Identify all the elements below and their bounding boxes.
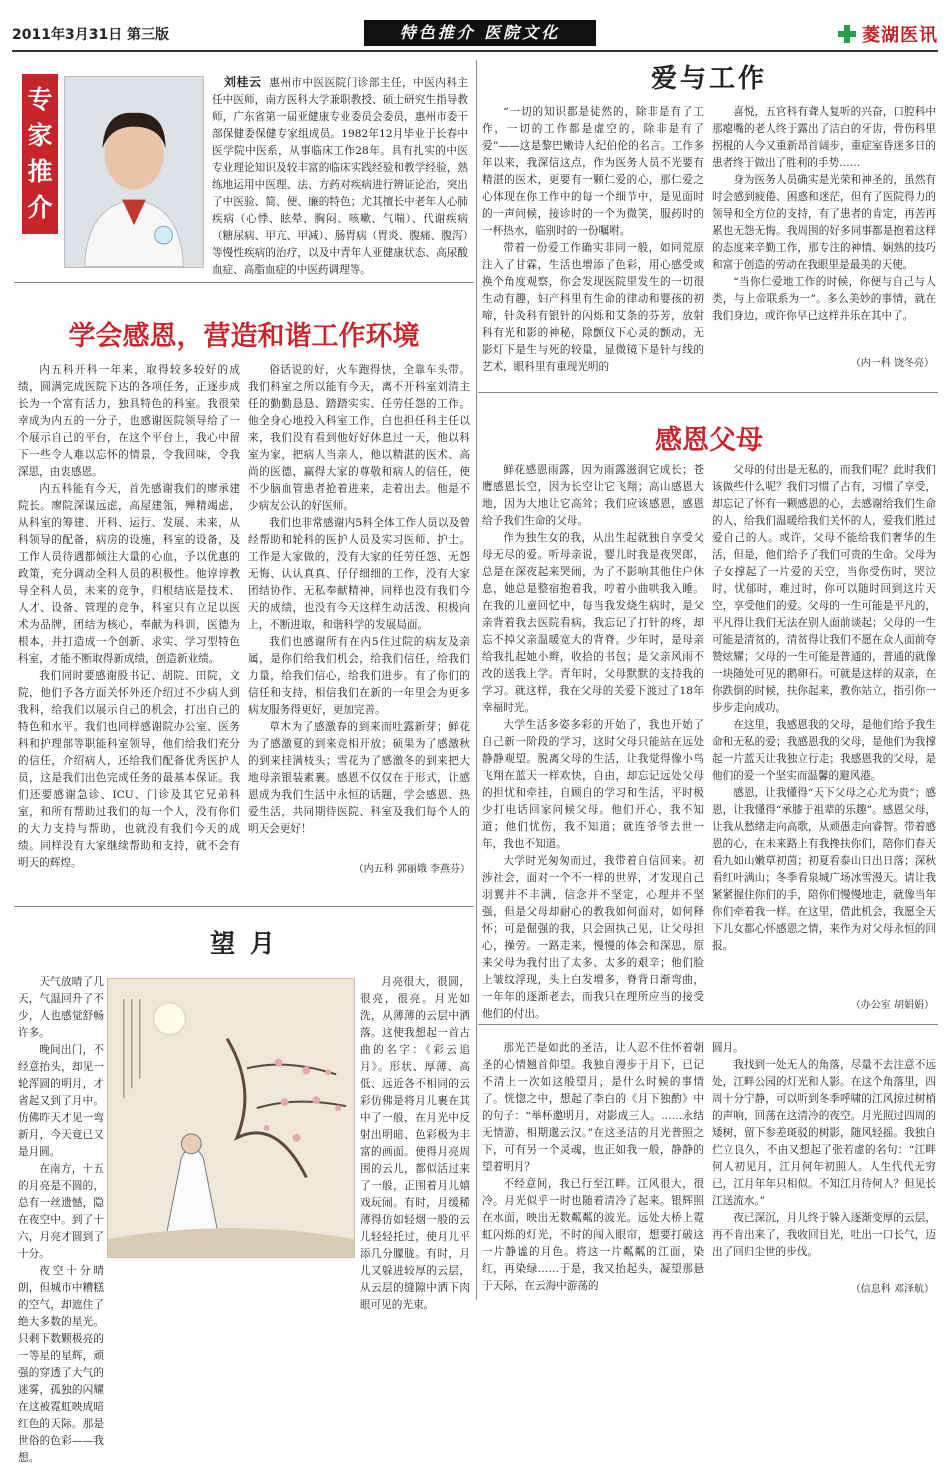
paragraph: 内五科开科一年来，取得较多较好的成绩，圆满完成医院下达的各项任务，正逐步成长为一个富有活力，独具特色的科室。我很荣幸成为内五的一分子，也感谢医院领导给了一个展示自己的平台，在这个平台上，我心中留下一些令人难以忘怀的情景，令我回味，令我深思，由衷感恩。	[18, 364, 240, 478]
article-body	[360, 974, 470, 1311]
paragraph: 夜空十分晴朗，但城市中糟糕的空气，却遮住了绝大多数的星光。只剩下数颗极亮的一等星的星辉，顽强的穿透了大气的迷雾，孤独的闪耀在这被霓虹映成暗红色的天际。那是世俗的色彩——我想。	[18, 1265, 104, 1464]
expert-bio-text: 惠州市中医医院门诊部主任，中医内科主任中医师，南方医科大学兼职教授、硕士研究生指导教师，广东省第一届亚健康专业委员会委员，惠州市委干部保健委保健专家组成员。1982年12月毕业于长春中医学院中医系，从事临床工作28年。具有扎实的中医专业理论知识及较丰富的临床实践经验和教学经验，熟练地运用中医理、法、方药对疾病进行辨证论治，突出了中医验、简、便、廉的特色；尤其擅长中老年人心肺疾病（心悸、眩晕、胸闷、咳嗽、气喘）、代谢疾病（糖尿病、甲亢、甲减）、肠胃病（胃炎、腹痛、腹泻）等慢性疾病的治疗，以及中青年人亚健康状态、高尿酸血症、高脂血症的中医药调理等。	[212, 77, 468, 276]
paragraph: 我们也非常感谢内5科全体工作人员以及曾经帮助和轮科的医护人员及实习医师、护士。工作是大家做的，没有大家的任劳任怨、无怨无悔、认认真真、仔仔细细的工作，没有大家团结协作、无私奉献精神，同样也没有我们今天的成绩，也没有今天这样生动活泼、积极向上，不断进取，和谐科学的发展局面。	[248, 517, 470, 631]
paragraph: 父母的付出是无私的，而我们呢？此时我们该做些什么呢？我们习惯了占有，习惯了享受，却忘记了怀有一颗感恩的心，去感谢给我们生命的人，给我们温暖给我们关怀的人，爱我们胜过爱自己的人。或许，父母不能给我们奢华的生活，但是，他们给予了我们可贵的生命。父母为子女撑起了一片爱的天空，当你受伤时，哭泣时，忧郁时，难过时，你可以随时回到这片天空，享受他们的爱。父母的一生可能是平凡的，平凡得让我们无法在别人面前谈起；父母的一生可能是清贫的，清贫得让我们不愿在众人面前夸赞炫耀；父母的一生可能是普通的，普通的就像一块随处可见的鹅卵石。可就是这样的双亲，在你跌倒的时候，扶你起来，教你站立，指引你一步步走向成功。	[712, 464, 936, 714]
article-title: 望 月	[210, 929, 278, 958]
expert-bio	[212, 74, 468, 280]
article-body	[712, 1040, 936, 1276]
paragraph: 我们也感谢所有在内5住过院的病友及亲属，是你们给我们机会，给我们信任，给我们力量，给我们信心，给我们进步。有了你们的信任和支持，相信我们在新的一年里会为更多病友服务得更好，更加完善。	[248, 636, 470, 716]
expert-name: 刘桂云	[224, 75, 262, 89]
paragraph: 圆月。	[712, 1042, 744, 1054]
paragraph: 在南方，十五的月亮是不圆的，总有一丝遗憾，隐在夜空中。到了十六，月亮才圆到了十分。	[18, 1163, 104, 1260]
paragraph: “当你仁爱地工作的时候，你便与自己与人类，与上帝联系为一”。多么美妙的事情，就在我们身边，或许你早已这样并乐在其中了。	[712, 276, 936, 322]
paragraph: “一切的知识都是徒然的，除非是有了工作，一切的工作都是虚空的，除非是有了爱”——这是黎巴嫩诗人纪伯伦的名言。工作多年以来，我深信这点，作为医务人员不光要有精湛的医术，更要有一颗仁爱的心，那仁爱之心体现在你工作中的每一个细节中，是见面时的一声问候，接诊时的一个为微笑，服药时的一杯热水，临别时的一份嘱咐。	[482, 106, 704, 237]
paragraph: 草木为了感激春的到来而吐露新芽；鲜花为了感激夏的到来竞相开放；硕果为了感激秋的到来挂满枝头；雪花为了感激冬的到来把大地母亲银装素裹。感恩不仅仅在于形式，让感恩成为我们生活中永恒的话题，学会感恩、热爱生活，共同期待医院、科室及我们每个人的明天会更好！	[248, 721, 470, 835]
paragraph: 那光芒是如此的圣洁，让人忍不住怀着朝圣的心情翘首仰望。我独自漫步于月下，已记不清上一次如这般望月，是什么时候的事情了。恍惚之中，想起了李白的《月下独酌》中的句子：“举杯邀明月，对影成三人。……永结无情游，相期邈云汉。”在这圣洁的月光普照之下，可有另一个灵魂，也正如我一般，静静的望着明月？	[482, 1042, 704, 1173]
article-body	[18, 974, 104, 1464]
paragraph: 身为医务人员确实是光荣和神圣的，虽然有时会感到疲倦、困惑和迷茫，但有了医院得力的领导和全方位的支持，有了患者的肯定，再苦再累也无怨无悔。我周围的好多同事都是抱着这样的态度来辛勤工作，那专注的神情、娴熟的技巧和富于创造的劳动在我眼里是最美的天使。	[712, 174, 936, 271]
article-body	[248, 362, 470, 852]
paragraph: 带着一份爱工作确实非同一般，如同荒原注入了甘霖，生活也增添了色彩，用心感受或换个角度观察，你会发现医院里发生的一切很生动有趣，妇产科里有生命的律动和婴孩的初啼，针灸科有银针的闪烁和艾条的芬芳，放射科有光和影的神秘，除颤仪下心灵的颤动，无影灯下是生与死的较量，显微镜下是针与线的艺术，眼科里有重现光明的	[482, 242, 704, 373]
author-signature: （内一科 饶冬亮）	[850, 358, 934, 369]
section-divider	[478, 1024, 938, 1025]
article-body	[482, 462, 704, 1018]
paragraph: 内五科能有今天，首先感谢我们的廖承建院长。廖院深谋远虑，高屋建瓴，殚精竭虑，从科室的筹建、开科、运行、发展、未来，从科领导的配备，病房的设施，科室的设备，及工作人员待遇都倾注大量的心血，予以优惠的政策，充分调动全科人员的积极性。他谆谆教导全科人员，未来的竞争，归根结底是技术、人才、设备、管理的竞争，科室只有立足以医术为品牌，团结为核心，奉献为科训，医德为根本，并打造成一个创新、求实、学习型特色科室，才能不断取得新成绩，创造新业绩。	[18, 483, 240, 665]
paragraph: 在这里，我感恩我的父母，是他们给予我生命和无私的爱；我感恩我的父母，是他们为我撑起一片蓝天让我独立行走；我感恩我的父母，是他们的爱一个坚实而温馨的避风港。	[712, 719, 936, 782]
page-header	[0, 0, 950, 58]
newspaper-logo	[836, 20, 938, 48]
expert-tag: 专家推介	[22, 74, 58, 234]
article-body	[482, 1040, 704, 1302]
paragraph: 不经意间，我已行至江畔。江风很大，很冷。月光似乎一时也随着清冷了起来。银辉照在水面，映出无数粼粼的波光。远处大桥上霓虹闪烁的灯光，不时的闯入眼帘，想要打破这一片静谧的月色。将这一片粼粼的江面，染红，再染绿……于是，我又抬起头，凝望那悬于天际，在云海中游荡的	[482, 1178, 704, 1292]
expert-portrait	[64, 76, 204, 268]
portrait-image	[65, 77, 203, 267]
paragraph: 感恩，让我懂得“天下父母之心尤为贵”；感恩，让我懂得“承膝于祖辈的乐趣”。感恩父母，让我从愁绪走向高歌，从顽愚走向睿智。带着感恩的心，在未来路上有我搀扶你们，陪你们春天看九如山嫩草初茵；初夏看泰山日出日落；深秋看红叶满山；冬季看泉城广场冰雪漫天。请让我紧紧握住你们的手，陪你们慢慢地走，就像当年你们牵着我一样。在这里，借此机会，我愿全天下儿女都心怀感恩之情，来作为对父母永恒的回报。	[712, 787, 936, 952]
article-title: 爱与工作	[650, 64, 767, 94]
article-title: 感恩父母	[655, 425, 763, 456]
paragraph: 喜悦，五官科有聋人复听的兴奋，口腔科中那瘪嘴的老人终于露出了洁白的牙齿，骨伤科里拐棍的人今又重新昂首阔步，重症室昏迷多日的患者终于做出了胜利的手势……	[712, 106, 936, 169]
column-divider	[476, 60, 477, 1300]
paragraph: 晚间出门，不经意抬头，却见一轮浑圆的明月，才省起又到了月中。仿佛昨天才见一弯新月，今天竟已又是月圆。	[18, 1044, 104, 1158]
article-body	[482, 104, 704, 373]
header-rule	[12, 50, 938, 52]
article-body	[18, 362, 240, 872]
paragraph: 大学时光匆匆而过，我带着自信回来。初涉社会，面对一个不一样的世界，才发现自己羽翼并不丰满，信念并不坚定，心理并不坚强，但是父母却耐心的教我如何面对，如何释怀；可是倔强的我，只会固执己见，让父母担心，操劳。一路走来，慢慢的体会和深思，原来父母为我付出了太多、太多的艰辛；他们脸上皱纹浮现，头上白发增多，脊背日渐弯曲，一年年的逐渐老去，而我只在理所应当的接受他们的付出。	[482, 855, 704, 1020]
paragraph: 天气放晴了几天，气温回升了不少，人也感觉舒畅许多。	[18, 976, 104, 1039]
painting-image	[108, 979, 354, 1257]
section-divider	[14, 906, 474, 907]
paragraph: 我们同时要感谢股书记、胡院、田院，文院，他们予各方面关怀外还介绍过不少病人到我科，给我们以展示自己的机会，打出自己的特色和水平。我们也同样感谢院办公室、医务科和护理部等职能科室领导，他们给我们充分的信任，介绍病人，还给我们配备优秀医护人员，这是我们出色完成任务的最基本保证。我们还要感谢急诊、ICU、门诊及其它兄弟科室，和所有帮助过我们的每一个人，没有你们的大力支持与帮助，也就没有我们今天的成绩。同样没有大家继续帮助和支持，就不会有明天的辉煌。	[18, 670, 240, 869]
medical-cross-icon	[836, 23, 858, 45]
author-signature: （内五科 郭丽娥 李燕芬）	[353, 864, 470, 875]
section-divider	[14, 282, 474, 283]
ink-painting-illustration	[107, 978, 355, 1258]
paragraph: 作为独生女的我，从出生起就独自享受父母无尽的爱。听母亲说，婴儿时我是夜哭郎，总是在深夜起来哭闹，为了不影响其他住户休息，她总是整宿抱着我，哼着小曲哄我入睡。在我的儿童回忆中，每当我发烧生病时，是父亲背着我去医院看病，我忘记了打针的疼，却忘不掉父亲温暖宽大的背脊。少年时，是母亲给我扎起她小辫，收拾的书包；是父亲风雨不改的送我上学。青年时，父母默默的支持我的学习。就这样，我在父母的关爱下渡过了18年幸福时光。	[482, 532, 704, 714]
paragraph: 俗话说的好，火车跑得快，全靠车头带。我们科室之所以能有今天，离不开科室刘清主任的勤勤恳恳、踏踏实实、任劳任怨的工作。他全身心地投入科室工作，白也担任科主任以来，我们没有看到他好好休息过一天，他以科室为家，把病人当亲人，他以精湛的医术、高尚的医德，赢得大家的尊敬和病人的信任，使不少脑血管患者抢着进来，走着出去。他是不少病友公认的好医师。	[248, 364, 470, 512]
author-signature: （信息科 邓泽航）	[850, 1284, 934, 1295]
edition-date: 2011年3月31日 第三版	[12, 27, 170, 43]
section-banner: 特色推介 医院文化	[364, 20, 596, 46]
section-divider	[478, 392, 938, 393]
newspaper-name: 菱湖医讯	[862, 25, 938, 46]
paragraph: 大学生活多姿多彩的开始了，我也开始了自己新一阶段的学习，这时父母只能站在远处静静观望。脱离父母的生活，让我觉得像小鸟飞翔在蓝天一样欢快，自由，却忘记远处父母的担忧和牵挂，自顾自的学习和生活，平时极少打电话回家问候父母。他们开心，我不知道；他们忧伤，我不知道；就连爷爷去世一年，我也不知道。	[482, 719, 704, 850]
article-body	[712, 104, 936, 352]
paragraph: 月亮很大，很圆，很亮，很亮。月光如洗，从薄薄的云层中洒落。这使我想起一首古曲的名字：《彩云追月》。形状、厚薄、高低、远近各不相同的云彩仿佛是将月儿裹在其中了一般，在月光中反射出明暗、色彩极为丰富的画面。使得月亮周围的云儿，都似活过来了一般，正围着月儿嬉戏玩闹。有时，月缓稀薄得仿如轻烟一般的云儿轻轻托过，使月儿平添几分朦胧。有时，月儿又躲进较厚的云层，从云层的缝隙中洒下肉眼可见的光束。	[360, 976, 470, 1311]
article-body	[712, 462, 936, 992]
paragraph: 我找到一处无人的角落，尽量不去注意不远处，江畔公园的灯光和人影。在这个角落里，四周十分宁静，可以听到冬季呼啸的江风掠过树梢的声响，回荡在这清冷的夜空。月光照过四周的矮树，留下参差斑驳的树影，随风轻摇。我独自伫立良久，不由又想起了张若虚的名句：“江畔何人初见月，江月何年初照人。人生代代无穷已，江月年年只相似。不知江月待何人？但见长江送流水。”	[712, 1059, 936, 1207]
paragraph: 鲜花感恩雨露，因为雨露滋润它成长；苍鹰感恩长空，因为长空让它飞翔；高山感恩大地，因为大地让它高耸；我们应该感恩，感恩给予我们生命的父母。	[482, 464, 704, 527]
author-signature: （办公室 胡娟娟）	[850, 1000, 934, 1011]
paragraph: 夜已深沉，月儿终于躲入逐渐变厚的云层，再不肯出来了，我收回目光，吐出一口长气，迈出了回归尘世的步伐。	[712, 1212, 936, 1258]
article-title: 学会感恩，营造和谐工作环境	[68, 321, 420, 352]
